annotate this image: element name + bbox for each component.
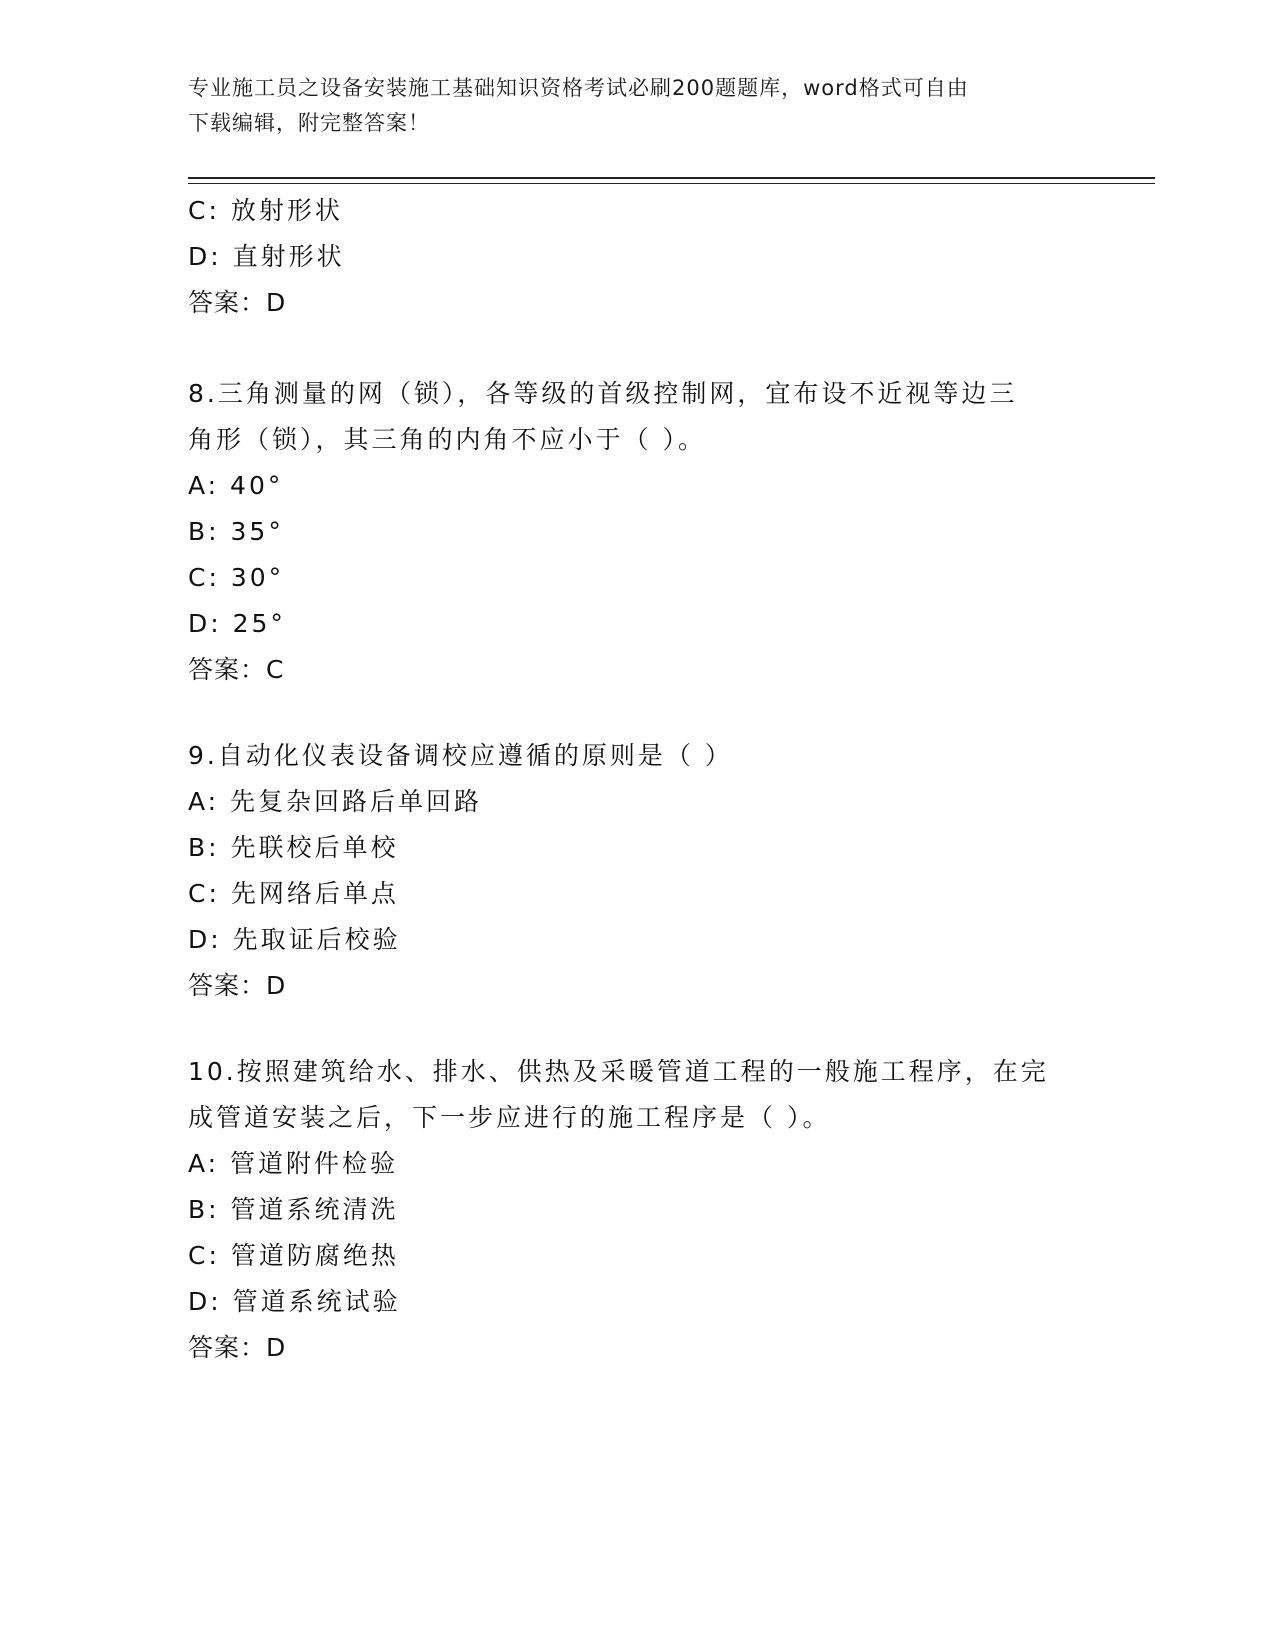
option-a: A: 40° — [188, 471, 284, 500]
option-d: D: 先取证后校验 — [188, 925, 401, 954]
question-stem-line: 成管道安装之后，下一步应进行的施工程序是（ ）。 — [188, 1103, 831, 1132]
option-d: D: 25° — [188, 609, 286, 638]
option-b: B: 管道系统清洗 — [188, 1195, 399, 1224]
answer-line: 答案：D — [188, 288, 287, 317]
answer-line: 答案：C — [188, 655, 285, 684]
header-line-1: 专业施工员之设备安装施工基础知识资格考试必刷200题题库，word格式可自由 — [188, 76, 969, 100]
answer-line: 答案：D — [188, 971, 287, 1000]
question-stem-line: 角形（锁），其三角的内角不应小于（ ）。 — [188, 425, 706, 454]
header-rule-thick — [188, 177, 1155, 179]
option-c: C: 先网络后单点 — [188, 879, 399, 908]
question-9 — [188, 733, 1088, 1009]
header-line-2: 下载编辑，附完整答案！ — [188, 111, 430, 135]
option-d: D: 直射形状 — [188, 242, 345, 271]
header-rule-thin — [188, 183, 1155, 184]
question-content — [188, 188, 1088, 1371]
option-b: B: 35° — [188, 517, 284, 546]
question-7-tail — [188, 188, 1088, 326]
option-d: D: 管道系统试验 — [188, 1287, 401, 1316]
question-stem-line: 10.按照建筑给水、排水、供热及采暖管道工程的一般施工程序，在完 — [188, 1057, 1049, 1086]
question-10 — [188, 1049, 1088, 1371]
option-a: A: 先复杂回路后单回路 — [188, 787, 483, 816]
question-8 — [188, 371, 1088, 693]
question-stem-line: 8.三角测量的网（锁），各等级的首级控制网，宜布设不近视等边三 — [188, 379, 1018, 408]
option-c: C: 30° — [188, 563, 285, 592]
document-header — [188, 71, 1068, 141]
answer-line: 答案：D — [188, 1333, 287, 1362]
option-a: A: 管道附件检验 — [188, 1149, 399, 1178]
option-c: C: 放射形状 — [188, 196, 343, 225]
option-b: B: 先联校后单校 — [188, 833, 399, 862]
question-stem-line: 9.自动化仪表设备调校应遵循的原则是（ ） — [188, 741, 733, 770]
option-c: C: 管道防腐绝热 — [188, 1241, 399, 1270]
